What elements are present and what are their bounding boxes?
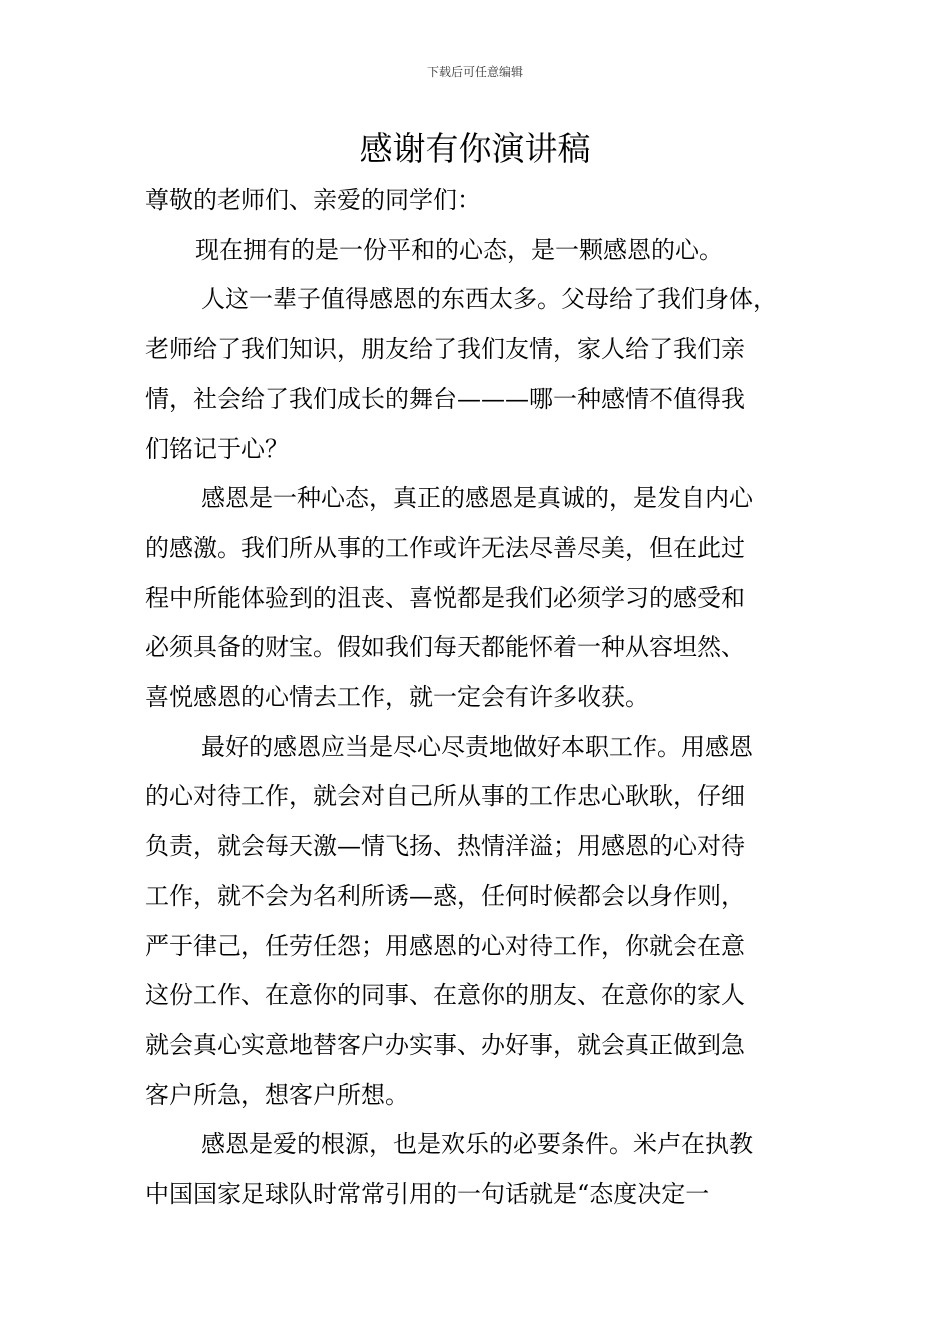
- paragraph-line: 情，社会给了我们成长的舞台———哪一种感情不值得我: [145, 384, 745, 413]
- greeting: 尊敬的老师们、亲爱的同学们：: [145, 186, 481, 214]
- paragraph-line: 必须具备的财宝。假如我们每天都能怀着一种从容坦然、: [145, 633, 745, 662]
- paragraph-line: 老师给了我们知识，朋友给了我们友情，家人给了我们亲: [145, 335, 745, 364]
- paragraph-line: 现在拥有的是一份平和的心态，是一颗感恩的心。: [195, 235, 723, 264]
- paragraph-line: 人这一辈子值得感恩的东西太多。父母给了我们身体，: [201, 285, 777, 314]
- paragraph-line: 这份工作、在意你的同事、在意你的朋友、在意你的家人: [145, 981, 745, 1010]
- paragraph-1: [145, 226, 815, 276]
- paragraph-line: 程中所能体验到的沮丧、喜悦都是我们必须学习的感受和: [145, 583, 745, 612]
- paragraph-line: 喜悦感恩的心情去工作，就一定会有许多收获。: [145, 683, 649, 712]
- paragraph-line: 的感激。我们所从事的工作或许无法尽善尽美，但在此过: [145, 533, 745, 562]
- document-body: [145, 176, 815, 1220]
- paragraph-line: 中国国家足球队时常常引用的一句话就是“态度决定一: [145, 1180, 710, 1209]
- paragraph-line: 感恩是一种心态，真正的感恩是真诚的，是发自内心: [201, 484, 753, 513]
- paragraph-line: 的心对待工作，就会对自己所从事的工作忠心耿耿，仔细: [145, 782, 745, 811]
- paragraph-3: [145, 474, 815, 723]
- paragraph-line: 最好的感恩应当是尽心尽责地做好本职工作。用感恩: [201, 732, 753, 761]
- paragraph-line: 工作，就不会为名利所诱—惑，任何时候都会以身作则，: [145, 881, 745, 910]
- paragraph-line: 们铭记于心？: [145, 434, 289, 463]
- paragraph-4: [145, 723, 815, 1121]
- paragraph-line: 客户所急，想客户所想。: [145, 1080, 409, 1109]
- document-title: 感谢有你演讲稿: [359, 129, 591, 168]
- paragraph-line: 负责，就会每天激—情飞扬、热情洋溢；用感恩的心对待: [145, 832, 745, 861]
- paragraph-line: 感恩是爱的根源，也是欢乐的必要条件。米卢在执教: [201, 1130, 753, 1159]
- header-note: 下载后可任意编辑: [426, 65, 523, 79]
- paragraph-line: 就会真心实意地替客户办实事、办好事，就会真正做到急: [145, 1030, 745, 1059]
- paragraph-5: [145, 1120, 815, 1219]
- paragraph-line: 严于律己，任劳任怨；用感恩的心对待工作，你就会在意: [145, 931, 745, 960]
- paragraph-2: [145, 275, 815, 474]
